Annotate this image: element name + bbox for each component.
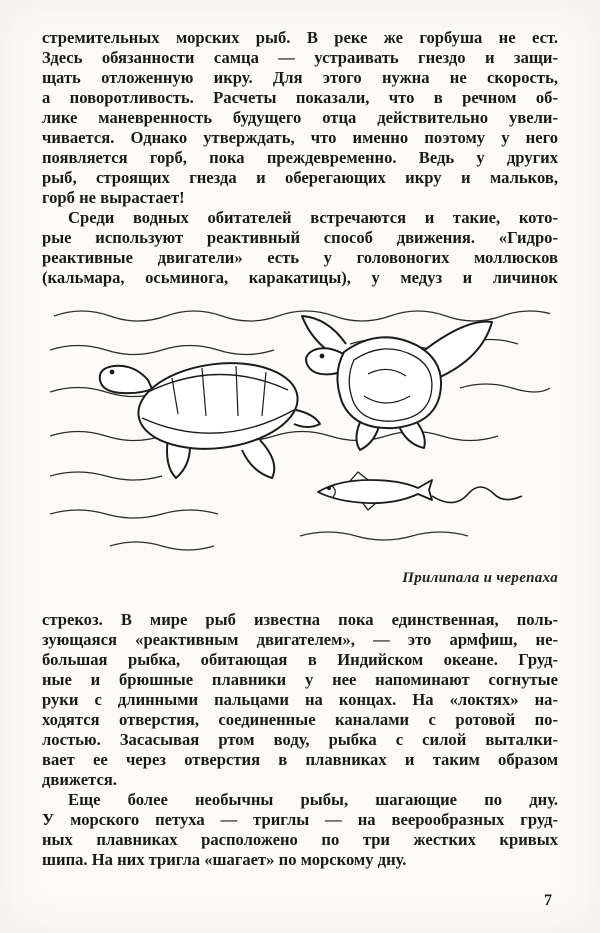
remora-fish — [318, 472, 522, 510]
text-line: У морского петуха — триглы — на веерообразных груд- — [42, 810, 558, 829]
text-line: (кальмара, осьминога, каракатицы), у медуз и личинок — [42, 268, 558, 287]
text-line: появляется горб, пока преждевременно. Ведь у других — [42, 148, 558, 167]
text-line: зующаяся «реактивным двигателем», — это армфиш, не- — [42, 630, 558, 649]
figure-illustration — [50, 300, 550, 558]
text-line: щать отложенную икру. Для этого нужна не скорость, — [42, 68, 558, 87]
text-line: лостью. Засасывая ртом воду, рыбка с силой выталки- — [42, 730, 558, 749]
text-line: стремительных морских рыб. В реке же горбуша не ест. — [42, 28, 558, 47]
text-line: движется. — [42, 770, 117, 789]
text-line: чивается. Однако утверждать, что именно поэтому у него — [42, 128, 558, 147]
text-line: ные и брюшные плавники у нее напоминают согнутые — [42, 670, 558, 689]
text-line: руки с длинными пальцами на концах. На «локтях» на- — [42, 690, 558, 709]
text-line: реактивные двигатели» есть у головоногих моллюсков — [42, 248, 558, 267]
text-line: рыб, строящих гнезда и оберегающих икру и мальков, — [42, 168, 558, 187]
text-line: Здесь обязанности самца — устраивать гнездо и защи- — [42, 48, 558, 67]
text-line: ных плавниках расположено по три жестких кривых — [42, 830, 558, 849]
text-line: а поворотливость. Расчеты показали, что в речном об- — [42, 88, 558, 107]
text-line: вает ее через отверстия в плавниках и таким образом — [42, 750, 558, 769]
turtle-right — [302, 316, 492, 450]
text-block-bottom — [42, 610, 558, 870]
paragraph — [42, 28, 558, 208]
paragraph — [42, 610, 558, 790]
text-line: Среди водных обитателей встречаются и такие, кото- — [68, 208, 558, 227]
text-line: горб не вырастает! — [42, 188, 185, 207]
text-line: шипа. На них тригла «шагает» по морскому дну. — [42, 850, 407, 869]
text-line: ходятся отверстия, соединенные каналами с ротовой по- — [42, 710, 558, 729]
paragraph — [42, 208, 558, 288]
text-block-top — [42, 28, 558, 288]
turtle-left — [100, 355, 320, 478]
text-line: лике маневренность будущего отца действительно увели- — [42, 108, 558, 127]
text-line: рые используют реактивный способ движения. «Гидро- — [42, 228, 558, 247]
text-line: Еще более необычны рыбы, шагающие по дну. — [68, 790, 558, 809]
page-number: 7 — [544, 892, 552, 909]
paragraph — [42, 790, 558, 870]
text-line: большая рыбка, обитающая в Индийском океане. Груд- — [42, 650, 558, 669]
text-line: стрекоз. В мире рыб известна пока единственная, поль- — [42, 610, 558, 629]
figure-caption: Прилипала и черепаха — [402, 570, 558, 586]
